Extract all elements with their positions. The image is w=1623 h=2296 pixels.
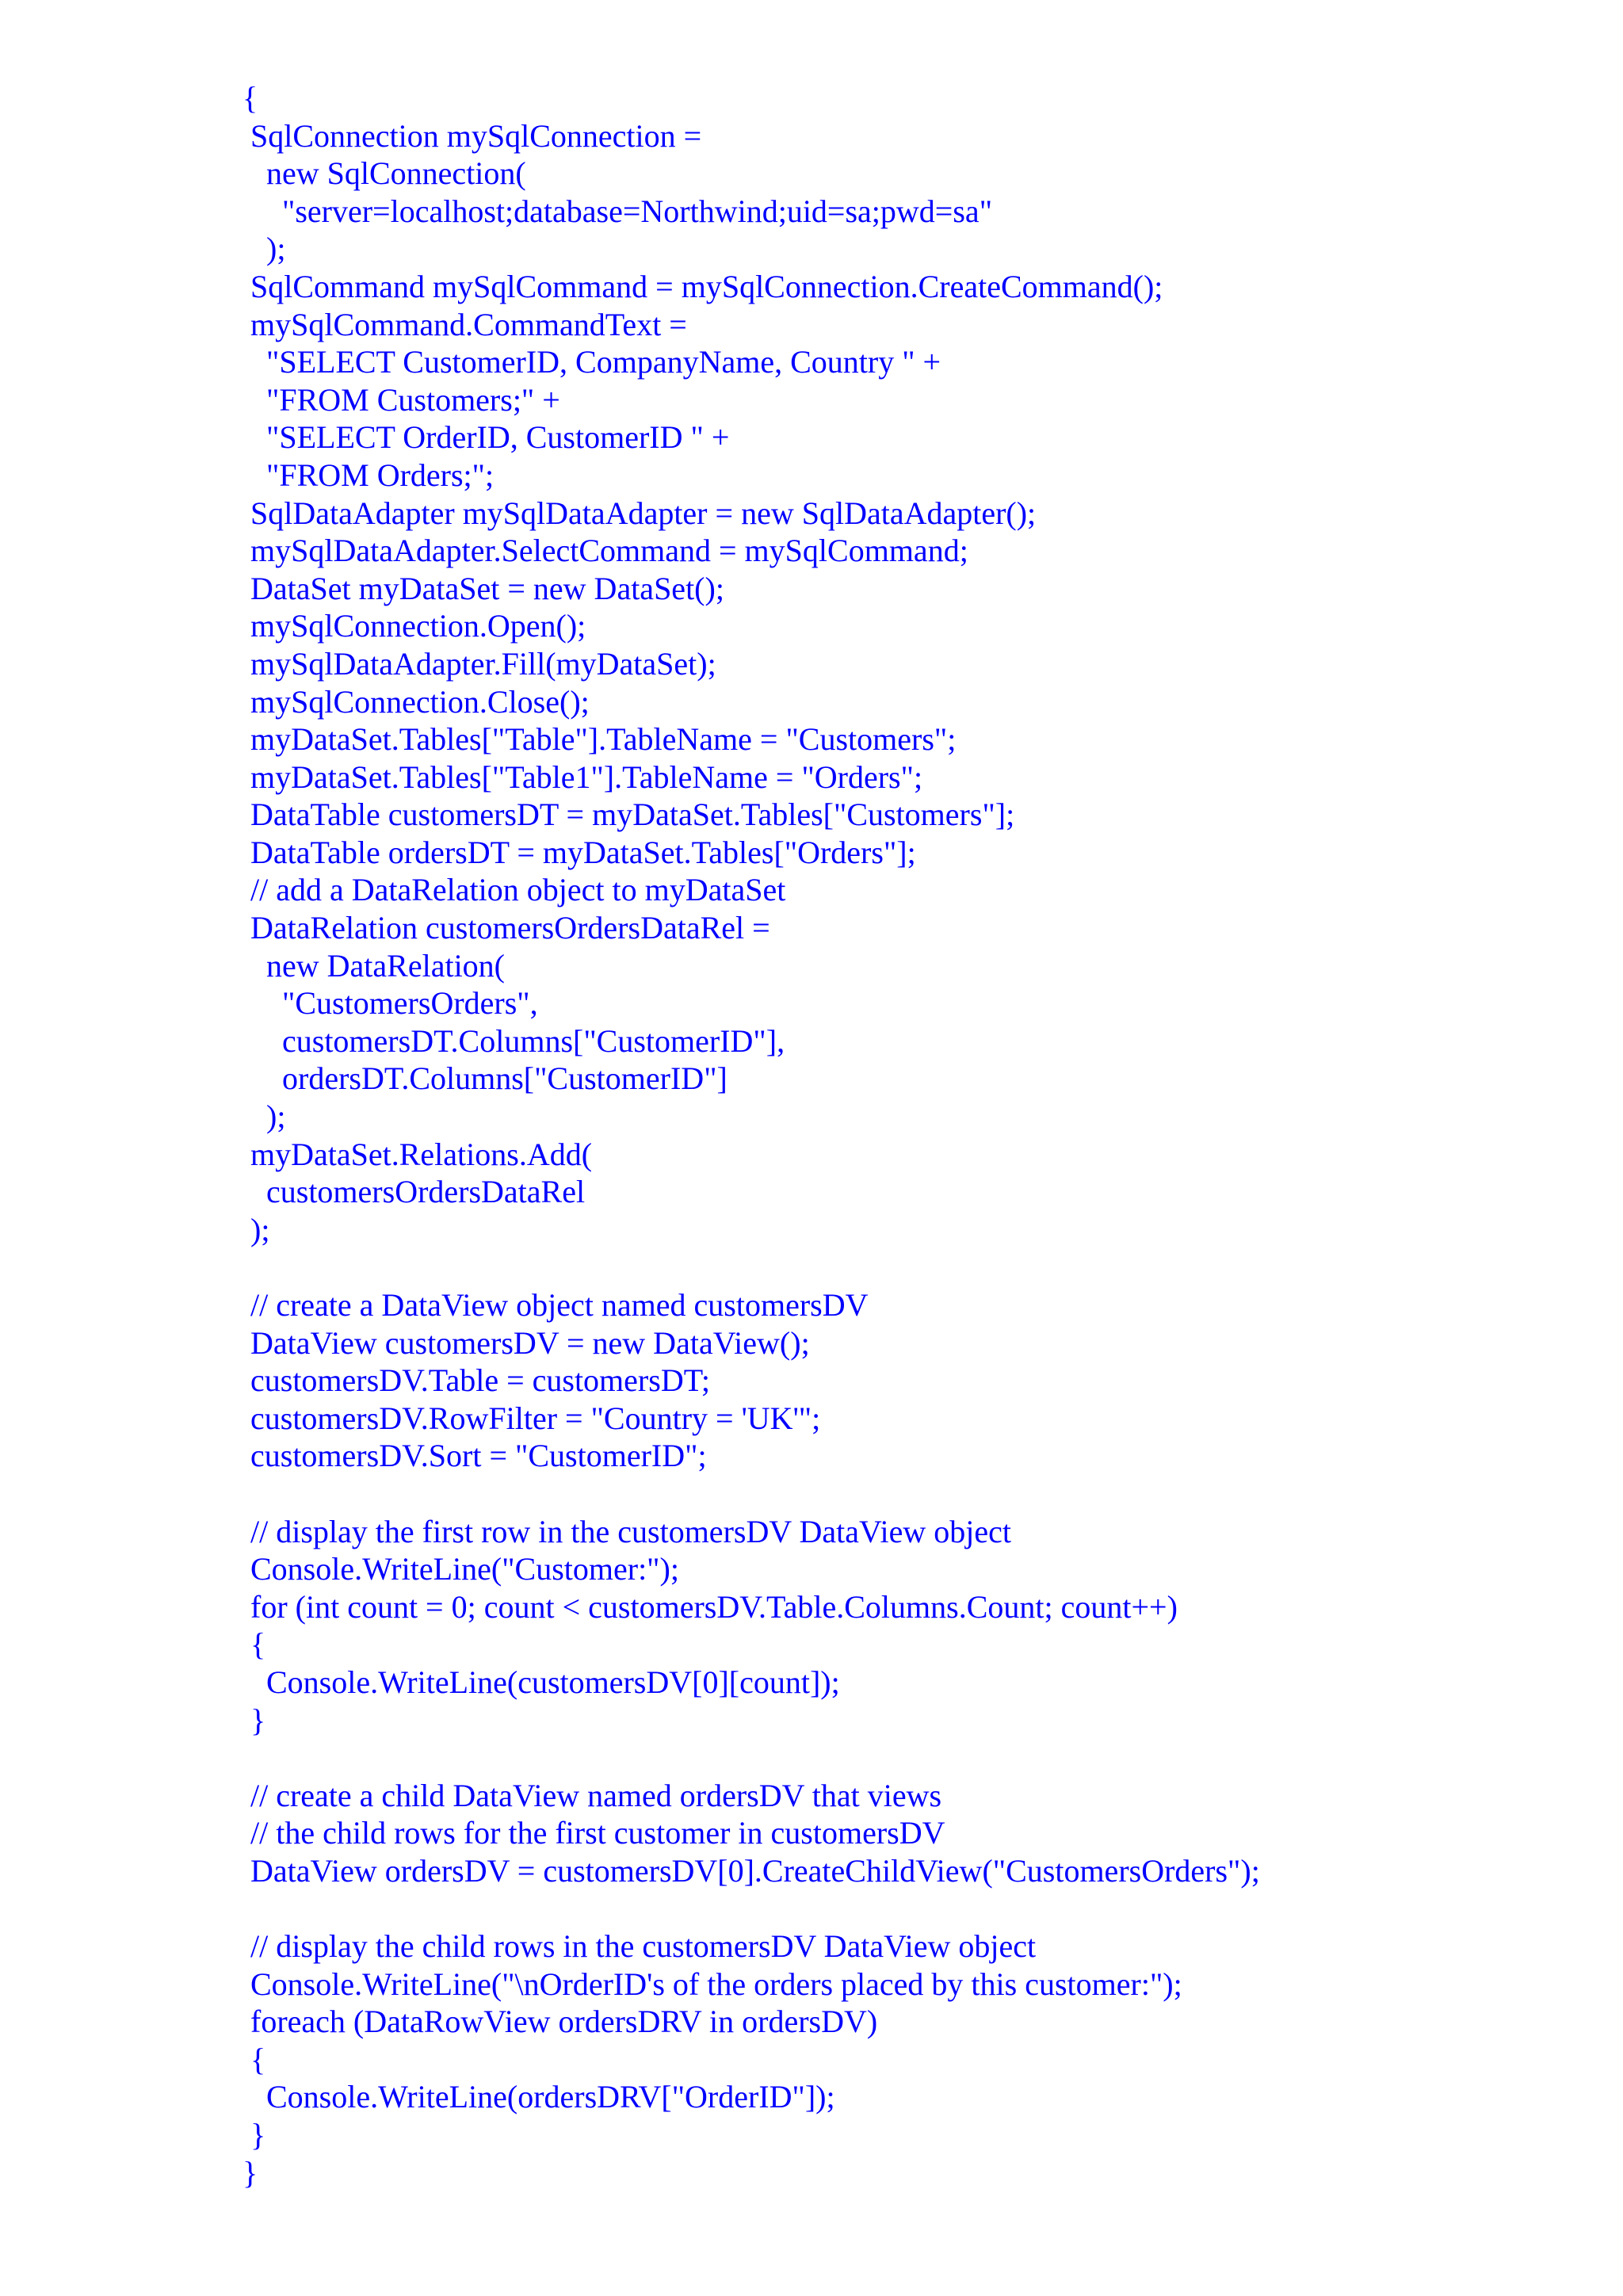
code-line: customersDV.Sort = "CustomerID";: [242, 1438, 707, 1474]
code-line: myDataSet.Tables["Table1"].TableName = "Orders";: [242, 758, 923, 795]
code-line: {: [242, 2041, 266, 2077]
code-line: );: [242, 1098, 286, 1135]
code-line: ordersDT.Columns["CustomerID"]: [242, 1060, 727, 1097]
code-line: "CustomersOrders",: [242, 985, 538, 1022]
code-line: // create a DataView object named customersDV: [242, 1287, 869, 1323]
code-line: customersDT.Columns["CustomerID"],: [242, 1022, 785, 1059]
code-line: DataSet myDataSet = new DataSet();: [242, 570, 724, 606]
code-line: new SqlConnection(: [242, 155, 526, 192]
code-line: customersDV.Table = customersDT;: [242, 1362, 711, 1399]
code-line: );: [242, 1211, 270, 1247]
code-line: myDataSet.Relations.Add(: [242, 1136, 593, 1172]
blank-line: [242, 1739, 1260, 1777]
code-line: SqlDataAdapter mySqlDataAdapter = new SqlDataAdapter();: [242, 495, 1037, 531]
code-line: DataView customersDV = new DataView();: [242, 1324, 810, 1361]
code-line: }: [242, 1702, 266, 1738]
code-line: "server=localhost;database=Northwind;uid=sa;pwd=sa": [242, 193, 993, 229]
code-line: new DataRelation(: [242, 947, 505, 984]
code-line: Console.WriteLine(ordersDRV["OrderID"]);: [242, 2079, 835, 2115]
code-line: "FROM Customers;" +: [242, 381, 560, 418]
code-line: Console.WriteLine("Customer:");: [242, 1551, 679, 1587]
blank-line: [242, 1890, 1260, 1928]
code-line: // display the child rows in the customersDV DataView object: [242, 1928, 1037, 1965]
code-line: mySqlConnection.Open();: [242, 608, 586, 644]
code-line: DataTable ordersDT = myDataSet.Tables["Orders"];: [242, 834, 916, 870]
code-line: for (int count = 0; count < customersDV.Table.Columns.Count; count++): [242, 1588, 1178, 1625]
code-line: Console.WriteLine(customersDV[0][count]);: [242, 1664, 840, 1700]
code-line: "SELECT CustomerID, CompanyName, Country " +: [242, 344, 941, 380]
code-line: DataRelation customersOrdersDataRel =: [242, 910, 770, 946]
code-line: DataView ordersDV = customersDV[0].CreateChildView("CustomersOrders");: [242, 1852, 1260, 1889]
code-line: "FROM Orders;";: [242, 457, 495, 493]
code-line: // add a DataRelation object to myDataSet: [242, 872, 786, 908]
blank-line: [242, 1475, 1260, 1513]
blank-line: [242, 1248, 1260, 1286]
code-line: foreach (DataRowView ordersDRV in ordersDV): [242, 2004, 878, 2040]
code-line: DataTable customersDT = myDataSet.Tables["Customers"];: [242, 797, 1015, 833]
code-line: mySqlDataAdapter.SelectCommand = mySqlCommand;: [242, 533, 968, 569]
code-line: {: [242, 80, 258, 116]
code-line: );: [242, 231, 286, 267]
code-line: }: [242, 2117, 266, 2153]
code-line: SqlConnection mySqlConnection =: [242, 117, 702, 154]
code-line: customersOrdersDataRel: [242, 1174, 586, 1210]
code-line: }: [242, 2154, 258, 2191]
code-line: // create a child DataView named ordersDV that views: [242, 1777, 942, 1813]
code-line: mySqlConnection.Close();: [242, 683, 590, 720]
code-line: Console.WriteLine("\nOrderID's of the orders placed by this customer:");: [242, 1966, 1182, 2002]
code-line: "SELECT OrderID, CustomerID " +: [242, 419, 730, 456]
code-line: mySqlCommand.CommandText =: [242, 306, 687, 342]
code-line: SqlCommand mySqlCommand = mySqlConnection.CreateCommand();: [242, 268, 1163, 304]
code-line: customersDV.RowFilter = "Country = 'UK'";: [242, 1400, 821, 1436]
code-listing: [242, 79, 1260, 2191]
code-line: // the child rows for the first customer in customersDV: [242, 1815, 945, 1851]
code-line: myDataSet.Tables["Table"].TableName = "Customers";: [242, 721, 957, 758]
code-line: // display the first row in the customersDV DataView object: [242, 1513, 1011, 1549]
code-line: mySqlDataAdapter.Fill(myDataSet);: [242, 645, 716, 682]
code-line: {: [242, 1626, 266, 1663]
